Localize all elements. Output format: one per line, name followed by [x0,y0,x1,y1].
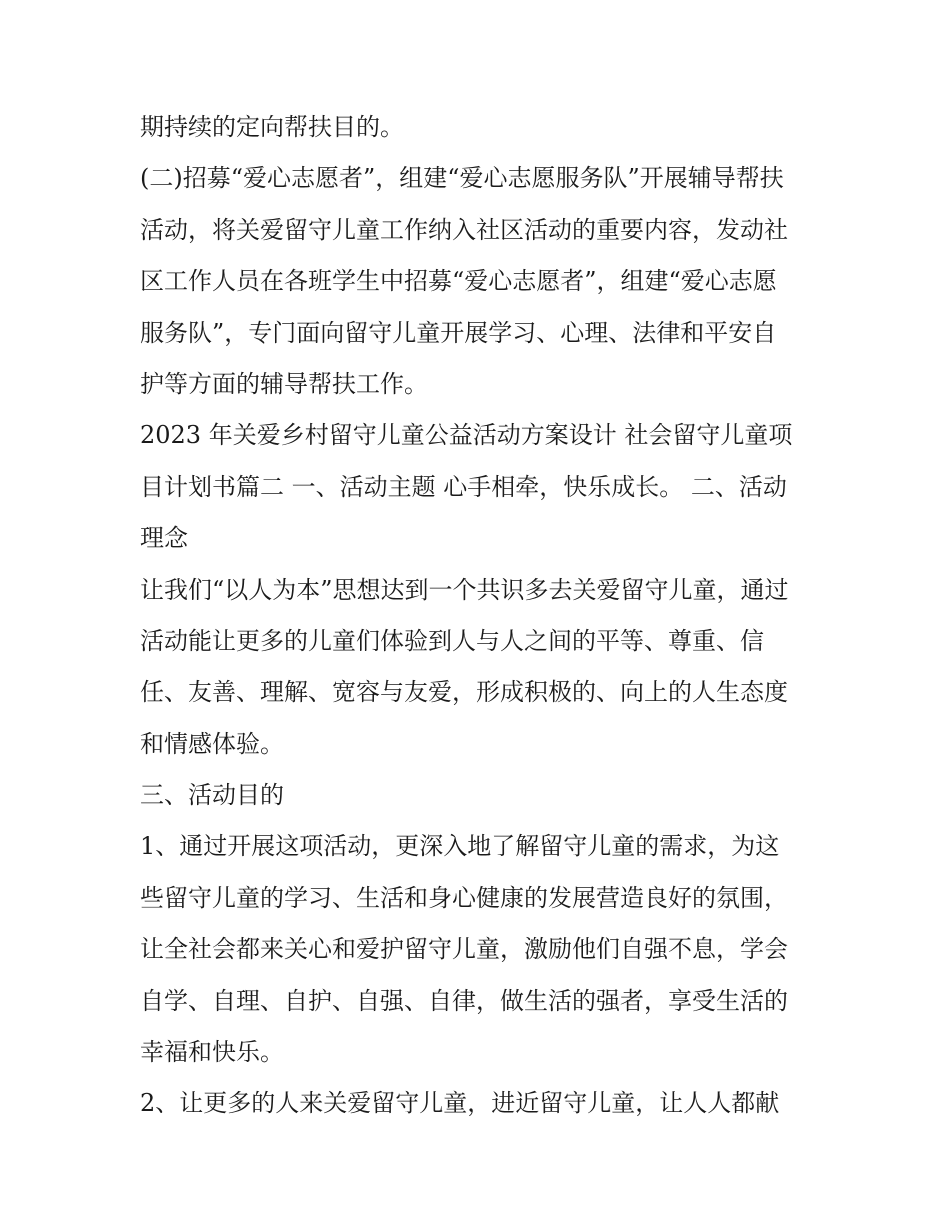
text-line: 区工作人员在各班学生中招募“爱心志愿者”，组建“爱心志愿 [140,267,777,296]
text-line: 护等方面的辅导帮扶工作。 [140,369,428,398]
text-line: 三、活动目的 [140,781,284,810]
text-line: (二)招募“爱心志愿者”，组建“爱心志愿服务队”开展辅导帮扶 [140,164,784,193]
text-line: 目计划书篇二 一、活动主题 心手相牵，快乐成长。 二、活动 [140,472,787,501]
text-line: 任、友善、理解、宽容与友爱，形成积极的、向上的人生态度 [140,678,788,707]
text-line: 幸福和快乐。 [140,1038,284,1067]
text-line: 自学、自理、自护、自强、自律，做生活的强者，享受生活的 [140,986,788,1015]
text-line: 让我们“以人为本”思想达到一个共识多去关爱留守儿童，通过 [140,575,789,604]
text-line: 活动能让更多的儿童们体验到人与人之间的平等、尊重、信 [140,626,764,655]
text-line: 1、通过开展这项活动，更深入地了解留守儿童的需求，为这 [140,832,780,861]
text-line: 期持续的定向帮扶目的。 [140,113,404,141]
text-line: 活动，将关爱留守儿童工作纳入社区活动的重要内容，发动社 [140,215,788,244]
text-line: 服务队”，专门面向留守儿童开展学习、心理、法律和平安自 [140,318,777,347]
text-line: 2、让更多的人来关爱留守儿童，进近留守儿童，让人人都献 [140,1089,780,1118]
text-line: 些留守儿童的学习、生活和身心健康的发展营造良好的氛围， [140,883,788,912]
body-text [140,102,830,1130]
text-line: 让全社会都来关心和爱护留守儿童，激励他们自强不息，学会 [140,935,788,964]
text-line: 和情感体验。 [140,729,284,758]
text-line: 理念 [140,524,188,553]
text-line: 2023 年关爱乡村留守儿童公益活动方案设计 社会留守儿童项 [140,421,793,450]
